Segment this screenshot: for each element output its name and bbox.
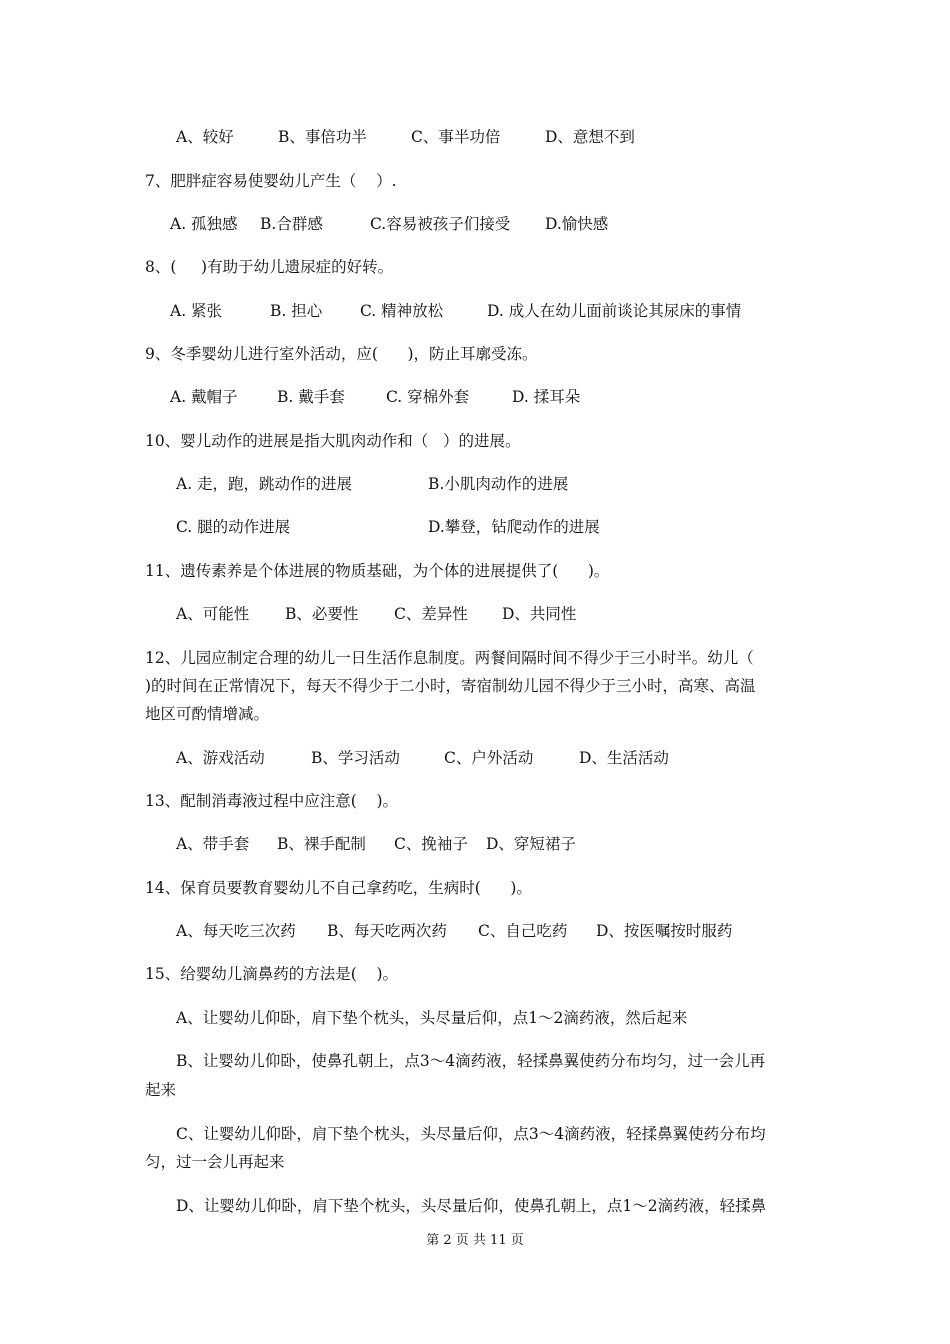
q10-option-d: D.攀登，钻爬动作的进展 xyxy=(428,518,600,536)
q15-option-a: A、让婴幼儿仰卧，肩下垫个枕头，头尽量后仰，点1～2滴药液，然后起来 xyxy=(176,1009,688,1027)
q10-option-c: C. 腿的动作进展 xyxy=(176,518,291,536)
q13-option-c: C、挽袖子 xyxy=(394,835,468,853)
q8-option-d: D. 成人在幼儿面前谈论其尿床的事情 xyxy=(487,302,742,320)
q12-stem-line-3: 地区可酌情增减。 xyxy=(145,705,270,723)
q15-stem: 15、给婴幼儿滴鼻药的方法是( )。 xyxy=(145,965,399,983)
q9-option-c: C. 穿棉外套 xyxy=(386,388,470,406)
q14-stem: 14、保育员要教育婴幼儿不自己拿药吃，生病时( )。 xyxy=(145,879,532,897)
q11-option-d: D、共同性 xyxy=(502,605,577,623)
q10-stem: 10、婴儿动作的进展是指大肌肉动作和（ ）的进展。 xyxy=(145,432,521,450)
q6-option-b: B、事倍功半 xyxy=(278,128,367,146)
q9-option-b: B. 戴手套 xyxy=(277,388,345,406)
q10-option-a: A. 走，跑，跳动作的进展 xyxy=(176,475,353,493)
q15-option-c-line-1: C、让婴幼儿仰卧，肩下垫个枕头，头尽量后仰，点3～4滴药液，轻揉鼻翼使药分布均 xyxy=(176,1125,766,1143)
q13-option-d: D、穿短裙子 xyxy=(486,835,576,853)
q15-option-b-line-1: B、让婴幼儿仰卧，使鼻孔朝上，点3～4滴药液，轻揉鼻翼使药分布均匀，过一会儿再 xyxy=(176,1052,766,1070)
q11-option-b: B、必要性 xyxy=(285,605,359,623)
q15-option-c-line-2: 匀，过一会儿再起来 xyxy=(145,1153,285,1171)
q11-stem: 11、遗传素养是个体进展的物质基础，为个体的进展提供了( )。 xyxy=(145,562,610,580)
q7-option-d: D.愉快感 xyxy=(545,215,609,233)
q14-option-d: D、按医嘱按时服药 xyxy=(596,922,733,940)
q12-stem-line-2: )的时间在正常情况下，每天不得少于二小时，寄宿制幼儿园不得少于三小时，高寒、高温 xyxy=(145,677,756,695)
q6-option-a: A、较好 xyxy=(176,128,234,146)
q8-option-c: C. 精神放松 xyxy=(360,302,444,320)
q12-stem-line-1: 12、儿园应制定合理的幼儿一日生活作息制度。两餐间隔时间不得少于三小时半。幼儿（ xyxy=(145,649,754,667)
q6-option-d: D、意想不到 xyxy=(545,128,635,146)
q9-stem: 9、冬季婴幼儿进行室外活动，应( )，防止耳廓受冻。 xyxy=(145,345,538,363)
q8-stem: 8、( )有助于幼儿遗尿症的好转。 xyxy=(145,258,394,276)
q14-option-c: C、自己吃药 xyxy=(478,922,568,940)
q7-option-c: C.容易被孩子们接受 xyxy=(370,215,511,233)
q12-option-d: D、生活活动 xyxy=(579,749,669,767)
q6-option-c: C、事半功倍 xyxy=(411,128,501,146)
q11-option-c: C、差异性 xyxy=(394,605,468,623)
q12-option-a: A、游戏活动 xyxy=(176,749,265,767)
q13-option-a: A、带手套 xyxy=(176,835,250,853)
q14-option-a: A、每天吃三次药 xyxy=(176,922,296,940)
q13-stem: 13、配制消毒液过程中应注意( )。 xyxy=(145,792,399,810)
q13-option-b: B、裸手配制 xyxy=(277,835,366,853)
q15-option-d-line-1: D、让婴幼儿仰卧，肩下垫个枕头，头尽量后仰，使鼻孔朝上，点1～2滴药液，轻揉鼻 xyxy=(176,1197,767,1215)
q8-option-b: B. 担心 xyxy=(270,302,323,320)
q7-option-b: B.合群感 xyxy=(260,215,323,233)
q14-option-b: B、每天吃两次药 xyxy=(327,922,447,940)
q8-option-a: A. 紧张 xyxy=(170,302,223,320)
q10-option-b: B.小肌肉动作的进展 xyxy=(428,475,569,493)
page-footer: 第 2 页 共 11 页 xyxy=(426,1233,524,1248)
q9-option-d: D. 揉耳朵 xyxy=(512,388,581,406)
q12-option-c: C、户外活动 xyxy=(444,749,534,767)
q7-option-a: A. 孤独感 xyxy=(170,215,238,233)
q15-option-b-line-2: 起来 xyxy=(145,1081,177,1099)
q7-stem: 7、肥胖症容易使婴幼儿产生（ ）. xyxy=(145,172,397,190)
q11-option-a: A、可能性 xyxy=(176,605,250,623)
q12-option-b: B、学习活动 xyxy=(311,749,400,767)
q9-option-a: A. 戴帽子 xyxy=(170,388,238,406)
